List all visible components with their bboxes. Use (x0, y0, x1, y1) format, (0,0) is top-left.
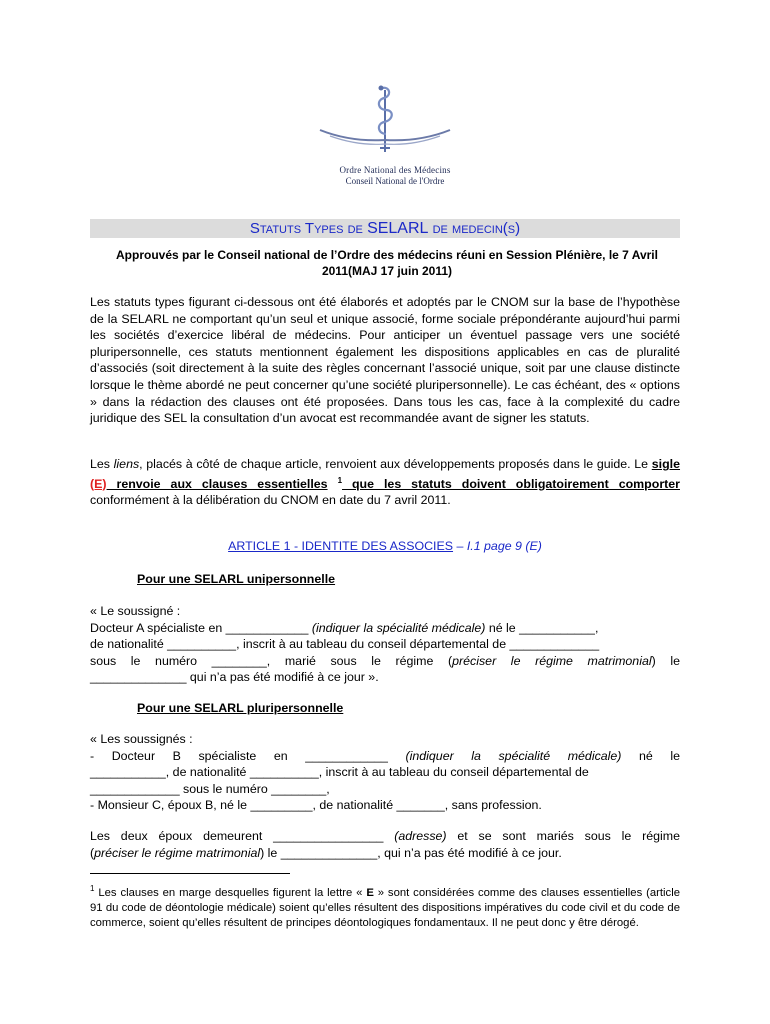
footnote-divider (90, 873, 290, 874)
spouses-paragraph: Les deux époux demeurent ________________ (adresse) et se sont mariés sous le régime (préciser le régime matrimonial) le ______________, qui n’a pas été modifié à ce jour. (90, 829, 680, 860)
section-pluripersonnelle-body: « Les soussignés : - Docteur B spécialiste en ____________ (indiquer la spécialité médicale) né le ___________, de nationalité __________, inscrit à au tableau du conseil départemental de _____________ sous le numéro ________, - Monsieur C, époux B, né le _________, de nationalité _______, sans profession. (90, 732, 680, 812)
e-tag: (E) (90, 476, 107, 491)
approval-statement: Approuvés par le Conseil national de l’Ordre des médecins réuni en Session Plénière, le 7 Avril 2011(MAJ 17 juin 2011) (116, 248, 658, 278)
footnote: $^1$ Les clauses en marge desquelles figurent la lettre « E » sont considérées comme des clauses essentielles (article 91 du code de déontologie médicale) soient qu’elles résultent des dispositions impératives du code civil et du code de commerce, soient qu’elles résultent de principes déontologiques fondamentaux. Il ne peut donc y être dérogé. (90, 884, 681, 929)
page-title: Statuts Types de SELARL de medecin(s) (249, 220, 521, 237)
section-unipersonnelle-body: « Le soussigné : Docteur A spécialiste en ____________ (indiquer la spécialité médicale) né le ___________, de nationalité __________, inscrit à au tableau du conseil départemental de _____________ sous le numéro ________, marié sous le régime (préciser le régime matrimonial) le ______________ qui n’a pas été modifié à ce jour ». (90, 604, 680, 684)
section-unipersonnelle-heading: Pour une SELARL unipersonnelle (137, 572, 336, 586)
ordre-medecins-logo (310, 82, 460, 190)
title-bar (90, 219, 680, 238)
logo-line-ordre: Ordre National des Médecins (339, 165, 451, 175)
article-1-heading: ARTICLE 1 - IDENTITE DES ASSOCIES – I.1 page 9 (E) (228, 539, 542, 553)
logo-line-conseil: Conseil National de l'Ordre (345, 176, 445, 186)
intro-paragraph: Les statuts types figurant ci-dessous ont été élaborés et adoptés par le CNOM sur la base de l’hypothèse de la SELARL ne comportant qu’un seul et unique associé, forme sociale prépondérante aujourd’hui parmi les sociétés d’exercice libéral de médecins. Pour anticiper un éventuel passage vers une société pluripersonnelle, ces statuts mentionnent également les dispositions applicables en cas de pluralité d’associés (soit directement à la suite des règles concernant l’associé unique, soit par une clause distincte lorsque le thème abordé ne peut concerner qu’une société pluripersonnelle). Le cas échéant, des « options » dans la rédaction des clauses ont été proposées. Dans tous les cas, face à la complexité du cadre juridique des SEL la consultation d’un avocat est recommandée avant de signer les statuts. (90, 295, 680, 426)
liens-term: liens (113, 457, 140, 471)
article-title[interactable]: ARTICLE 1 - IDENTITE DES ASSOCIES (228, 539, 454, 553)
caduceus-icon (310, 82, 460, 167)
article-guide-ref[interactable]: I.1 page 9 (E) (466, 539, 542, 553)
section-pluripersonnelle-heading: Pour une SELARL pluripersonnelle (137, 701, 344, 715)
links-paragraph: Les liens, placés à côté de chaque article, renvoient aux développements proposés dans le guide. Le sigle (E) renvoie aux clauses essentielles $^1$ que les statuts doivent obligatoirement comporter conformément à la délibération du CNOM en date du 7 avril 2011. (90, 457, 681, 508)
footnote-ref: 1 (337, 475, 343, 485)
